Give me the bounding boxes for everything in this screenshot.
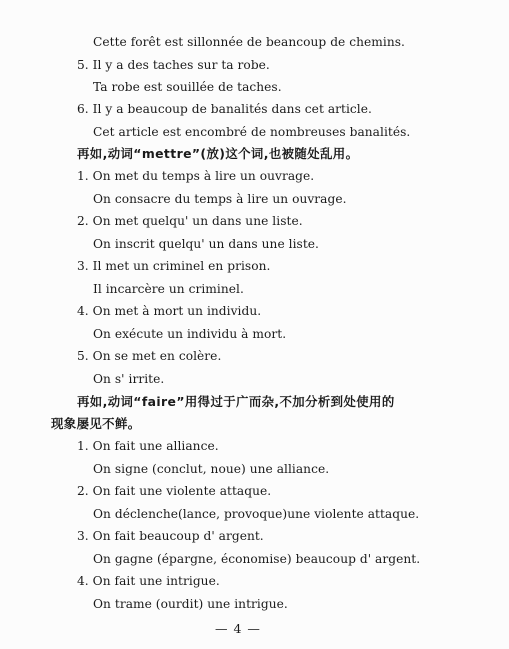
text-line: On gagne (épargne, économise) beaucoup d' argent. xyxy=(93,552,421,566)
text-line: On trame (ourdit) une intrigue. xyxy=(93,597,288,611)
text-line: 2. On fait une violente attaque. xyxy=(77,484,272,498)
text-line: Il incarcère un criminel. xyxy=(93,282,244,296)
text-line: 1. On met du temps à lire un ouvrage. xyxy=(77,169,315,183)
page-number: — 4 — xyxy=(215,621,261,636)
text-line: 3. Il met un criminel en prison. xyxy=(77,259,271,273)
text-line: Cette forêt est sillonnée de beancoup de chemins. xyxy=(93,35,405,49)
text-line: On exécute un individu à mort. xyxy=(93,327,287,341)
chinese-text-line: 现象屡见不鲜。 xyxy=(51,416,141,431)
text-line: On signe (conclut, noue) une alliance. xyxy=(93,462,330,476)
text-line: Cet article est encombré de nombreuses banalités. xyxy=(93,125,411,139)
text-line: 6. Il y a beaucoup de banalités dans cet article. xyxy=(77,102,372,116)
text-line: 4. On met à mort un individu. xyxy=(77,304,262,318)
text-line: 1. On fait une alliance. xyxy=(77,439,219,453)
text-line: On déclenche(lance, provoque)une violente attaque. xyxy=(93,507,420,521)
text-line: On inscrit quelqu' un dans une liste. xyxy=(93,237,319,251)
text-line: Ta robe est souillée de taches. xyxy=(93,80,282,94)
text-line: 5. On se met en colère. xyxy=(77,349,222,363)
text-line: 3. On fait beaucoup d' argent. xyxy=(77,529,264,543)
text-line: 2. On met quelqu' un dans une liste. xyxy=(77,214,303,228)
chinese-text-line: 再如,动词“mettre”(放)这个词,也被随处乱用。 xyxy=(77,146,359,161)
text-line: On consacre du temps à lire un ouvrage. xyxy=(93,192,347,206)
text-line: 4. On fait une intrigue. xyxy=(77,574,220,588)
chinese-text-line: 再如,动词“faire”用得过于广而杂,不加分析到处使用的 xyxy=(77,394,395,409)
text-line: 5. Il y a des taches sur ta robe. xyxy=(77,58,270,72)
text-line: On s' irrite. xyxy=(93,372,165,386)
